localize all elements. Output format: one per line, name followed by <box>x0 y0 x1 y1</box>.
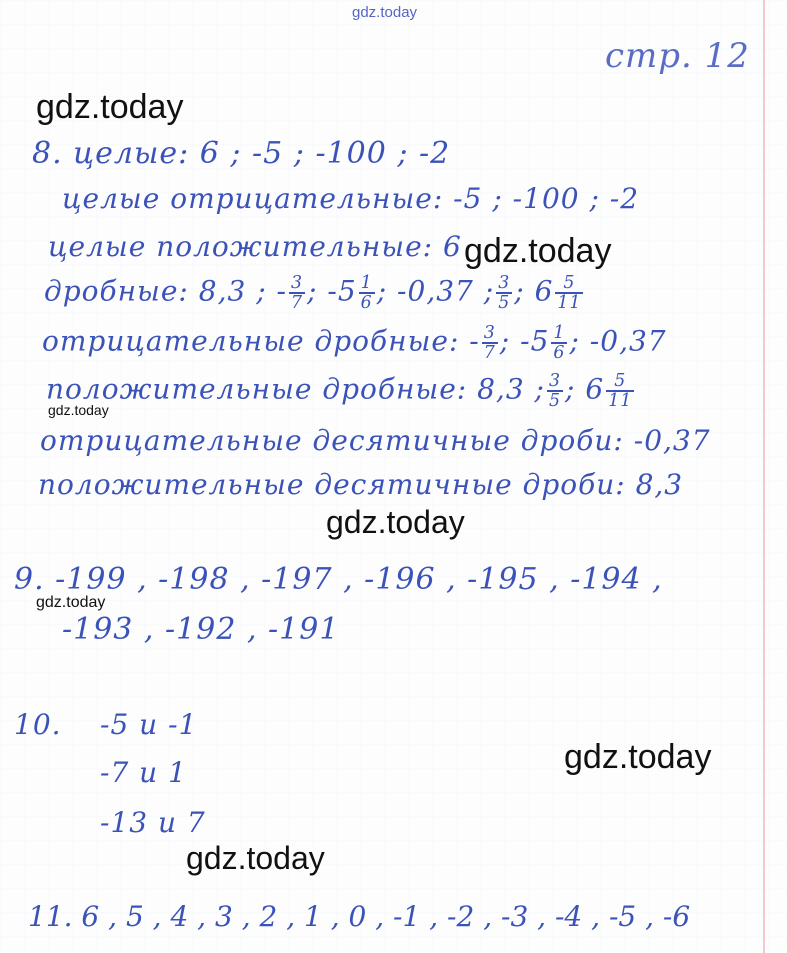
text: ; -0,37 <box>569 324 667 358</box>
watermark: gdz.today <box>48 402 109 418</box>
text: отрицательные дробные: - <box>42 324 480 358</box>
watermark: gdz.today <box>36 594 106 611</box>
task10-row3: -13 и 7 <box>100 806 206 839</box>
fraction: $\frac{5}{11}$ <box>608 371 633 412</box>
task8-line5 <box>42 324 667 362</box>
task8-line6 <box>46 372 636 410</box>
text: ; -0,37 ; <box>376 274 495 308</box>
task8-line4 <box>44 274 585 312</box>
text: ; -5 <box>307 274 357 308</box>
task11-line: 11. 6 , 5 , 4 , 3 , 2 , 1 , 0 , -1 , -2 , -3 , -4 , -5 , -6 <box>28 900 691 933</box>
task10-row1: -5 и -1 <box>100 708 198 741</box>
notebook-margin-line <box>763 0 765 953</box>
fraction: $\frac{3}{5}$ <box>548 371 562 412</box>
text: дробные: 8,3 ; - <box>44 274 287 308</box>
text: ; 6 <box>514 274 554 308</box>
watermark: gdz.today <box>564 738 712 776</box>
fraction: $\frac{3}{7}$ <box>483 323 496 364</box>
task10-label: 10. <box>14 708 62 741</box>
task9-line2: -193 , -192 , -191 <box>62 612 340 647</box>
task8-line8: положительные десятичные дроби: 8,3 <box>38 468 684 501</box>
watermark: gdz.today <box>464 232 612 270</box>
watermark: gdz.today <box>326 504 465 540</box>
task8-line1: 8. целые: 6 ; -5 ; -100 ; -2 <box>32 136 451 171</box>
fraction: $\frac{5}{11}$ <box>557 273 582 314</box>
text: ; -5 <box>499 324 550 358</box>
fraction: $\frac{1}{6}$ <box>360 273 373 314</box>
fraction: $\frac{3}{7}$ <box>291 273 304 314</box>
watermark-top: gdz.today <box>352 4 418 21</box>
page-label: стр. 12 <box>605 36 750 76</box>
task8-line3: целые положительные: 6 <box>48 230 462 263</box>
task9-line1: 9. -199 , -198 , -197 , -196 , -195 , -194 , <box>14 562 663 597</box>
text: положительные дробные: 8,3 ; <box>46 372 545 406</box>
task8-line2: целые отрицательные: -5 ; -100 ; -2 <box>62 182 640 215</box>
fraction: $\frac{1}{6}$ <box>553 323 566 364</box>
task10-row2: -7 и 1 <box>100 756 187 789</box>
watermark: gdz.today <box>36 88 184 126</box>
text: ; 6 <box>565 372 605 406</box>
watermark: gdz.today <box>186 840 325 876</box>
fraction: $\frac{3}{5}$ <box>498 273 511 314</box>
task8-line7: отрицательные десятичные дроби: -0,37 <box>40 424 711 457</box>
